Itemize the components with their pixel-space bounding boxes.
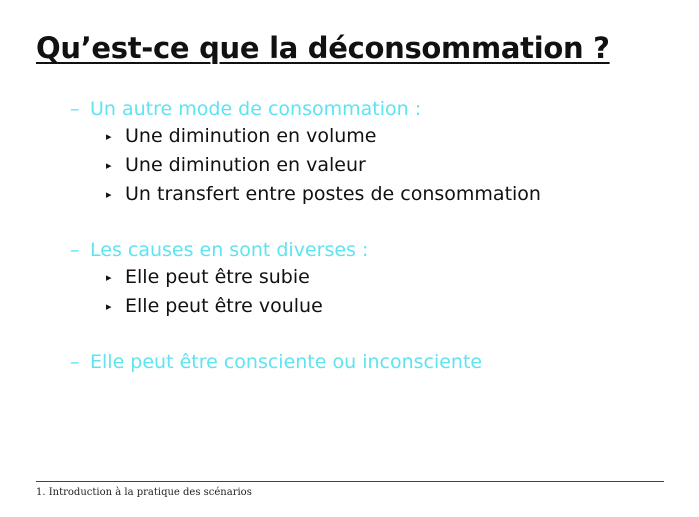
dash-bullet-icon: – [70,239,80,261]
section-heading [70,349,670,376]
list-item [70,152,670,181]
dash-bullet-icon: – [70,98,80,120]
section-causes [70,237,670,322]
list-item-text: Elle peut être voulue [125,295,323,317]
section-heading-text: Un autre mode de consommation : [90,98,422,120]
list-item-text: Elle peut être subie [125,266,310,288]
list-item [70,123,670,152]
list-item-text: Une diminution en volume [125,125,377,147]
section-heading-text: Elle peut être consciente ou inconsciente [90,351,483,373]
triangle-bullet-icon: ▸ [106,159,112,172]
triangle-bullet-icon: ▸ [106,130,112,143]
section-conscious [70,349,670,376]
section-mode [70,96,670,210]
footer-divider [36,481,664,482]
list-item [70,264,670,293]
list-item-text: Une diminution en valeur [125,154,366,176]
list-item-text: Un transfert entre postes de consommation [125,183,541,205]
triangle-bullet-icon: ▸ [106,188,112,201]
footer-caption: 1. Introduction à la pratique des scénarios [36,487,252,498]
slide-body [70,96,670,403]
dash-bullet-icon: – [70,351,80,373]
section-heading [70,96,670,123]
triangle-bullet-icon: ▸ [106,271,112,284]
list-item [70,181,670,210]
sub-list [70,123,670,210]
triangle-bullet-icon: ▸ [106,300,112,313]
slide-title: Qu’est-ce que la déconsommation ? [36,31,610,65]
list-item [70,293,670,322]
section-heading-text: Les causes en sont diverses : [90,239,369,261]
section-heading [70,237,670,264]
sub-list [70,264,670,322]
